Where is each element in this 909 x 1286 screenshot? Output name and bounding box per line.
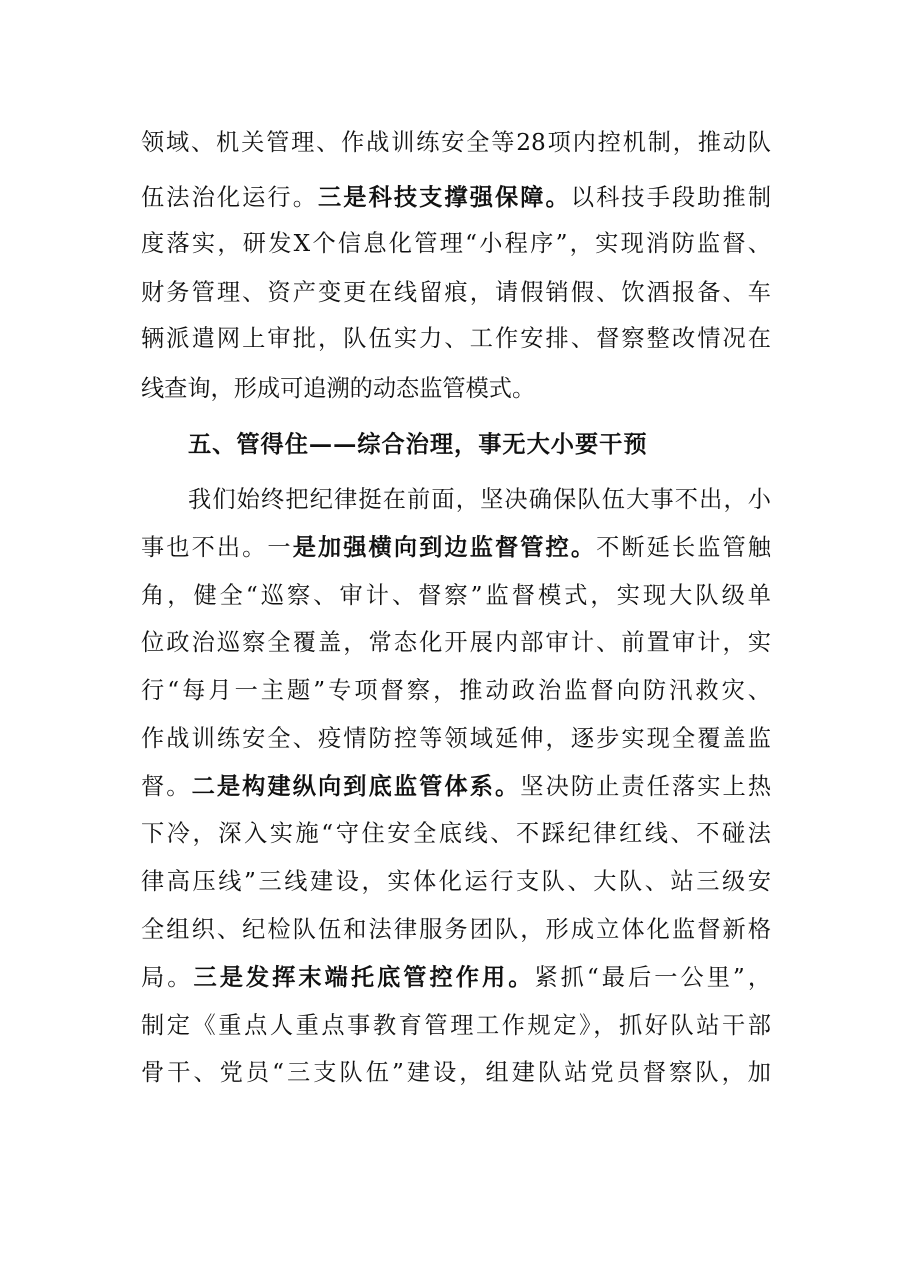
text-line: 下冷，深入实施“守住安全底线、不踩纪律红线、不碰法 (141, 820, 771, 847)
text-line: 位政治巡察全覆盖，常态化开展内部审计、前置审计，实 (141, 629, 771, 656)
bold-phrase: 三是科技支撑强保障。 (318, 184, 571, 211)
text-line: 伍法治化运行。三是科技支撑强保障。以科技手段助推制 (141, 184, 772, 211)
text-line: 事也不出。一是加强横向到边监督管控。不断延长监管触 (141, 534, 771, 561)
text-line: 财务管理、资产变更在线留痕，请假销假、饮酒报备、车 (141, 279, 771, 306)
text-line: 行“每月一主题”专项督察，推动政治监督向防汛救灾、 (141, 677, 771, 704)
bold-phrase: 是加强横向到边监督管控。 (292, 534, 597, 561)
text-line: 角，健全“巡察、审计、督察”监督模式，实现大队级单 (141, 582, 771, 609)
text-line: 督。二是构建纵向到底监管体系。坚决防止责任落实上热 (141, 773, 772, 800)
text-line: 骨干、党员“三支队伍”建设，组建队站党员督察队，加 (141, 1059, 771, 1086)
text-line: 作战训练安全、疫情防控等领域延伸，逐步实现全覆盖监 (141, 725, 771, 752)
bold-phrase: 二是构建纵向到底监管体系。 (191, 773, 521, 800)
text-line: 辆派遣网上审批，队伍实力、工作安排、督察整改情况在 (141, 325, 771, 352)
text-line: 制定《重点人重点事教育管理工作规定》，抓好队站干部 (141, 1012, 771, 1039)
text-line: 律高压线”三线建设，实体化运行支队、大队、站三级安 (141, 868, 771, 895)
section-heading: 五、管得住——综合治理，事无大小要干预 (188, 431, 648, 458)
text-line: 局。三是发挥末端托底管控作用。紧抓“最后一公里”， (141, 964, 772, 991)
text-line: 我们始终把纪律挺在前面，坚决确保队伍大事不出，小 (188, 486, 771, 513)
text-line: 度落实，研发X个信息化管理“小程序”，实现消防监督、 (141, 230, 771, 257)
bold-phrase: 三是发挥末端托底管控作用。 (193, 964, 535, 991)
text-line: 领域、机关管理、作战训练安全等28项内控机制，推动队 (141, 129, 771, 156)
text-line: 线查询，形成可追溯的动态监管模式。 (141, 375, 536, 402)
text-line: 全组织、纪检队伍和法律服务团队，形成立体化监督新格 (141, 916, 771, 943)
